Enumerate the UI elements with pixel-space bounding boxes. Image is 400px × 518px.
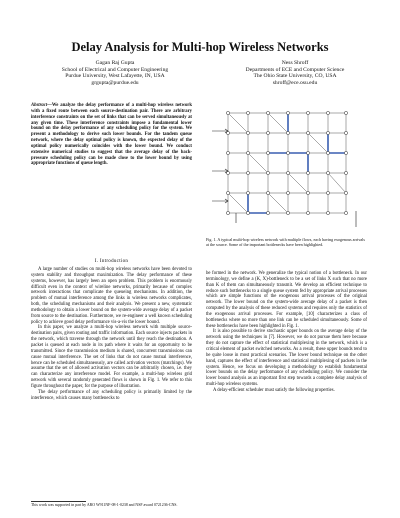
body-paragraph: The delay performance of any scheduling policy is primarily limited by the interference, which causes many bottlenecks to [31,389,192,401]
abstract-label: Abstract [31,103,48,108]
section-heading: I. Introduction [94,259,129,264]
paper-title: Delay Analysis for Multi-hop Wireless Networks [71,40,329,54]
body-paragraph: In this paper, we analyze a multi-hop wireless network with multiple source-destination pairs, given routing and traffic information. Each source injects packets in the network, which traverse through the network until they reach the destination. A packet is queued at each node in its path where it waits for an opportunity to be transmitted. Since the transmission medium is shared, concurrent transmissions can cause mutual interference. The set of links that do not cause mutual interference, hence can be scheduled simultaneously, are called activation vectors (matchings). We assume that the set of allowed activation vectors can be arbitrarily chosen, i.e. they can characterize any interference model. For example, a multi-hop wireless grid network with several randomly generated flows is shown in Fig. 1. We refer to this figure throughout the paper, for the purpose of illustration. [31,325,192,389]
grid-edges [228,113,346,213]
author-institution: The Ohio State University, CO, USA [253,73,337,80]
author-email: grgupta@purdue.edu [91,79,139,86]
author-email: shroff@ece.osu.edu [272,79,318,86]
body-paragraph: A delay-efficient scheduler must satisfy the following properties. [213,387,335,393]
author-block-1 [40,60,190,86]
author-name: Gagan Raj Gupta [95,60,135,66]
author-block-2 [220,60,370,86]
author-institution: Purdue University, West Lafayette, IN, USA [65,73,165,80]
bottleneck-highlights [248,113,346,213]
left-column-body [31,267,192,401]
author-name: Ness Shroff [281,60,309,66]
body-paragraph: A large number of studies on multi-hop wireless networks have been devoted to system stability and throughput maximization. The delay performance of these systems, however, has largely been an open problem. This problem is enormously difficult even in the context of wireline networks, primarily because of complex network interactions that complicate the queueing mechanisms. In addition, the problem of mutual interference among the links in wireless networks complicates, both, the scheduling mechanisms and their analysis. We present a new, systematic methodology to obtain a lower bound on the system-wide average delay of a packet from source to the destination. Furthermore, we re-engineer a well known scheduling policy to achieve good delay performance vis-a-vis the lower bound. [31,267,192,325]
body-paragraph: be formed in the network. We generalize the typical notion of a bottleneck. In our terminology, we define a (K, X)-bottleneck to be a set of links X such that no more than K of them can simultaneously transmit. We develop an efficient technique to reduce such bottlenecks to a single queue system fed by appropriate arrival processes which are simple functions of the exogenous arrival processes of the original network. The lower bound on the system-wide average delay of a packet is then computed by the analysis of these reduced systems and requires only the statistics of the exogenous arrival processes. For example, [10] characterizes a class of bottlenecks where no more than one link can be scheduled simultaneously. Some of these bottlenecks have been highlighted in Fig. 1. [206,271,367,329]
footnote-rule [31,501,86,502]
right-column-body [206,271,367,394]
figure-network-diagram [206,101,367,233]
author-affiliation: Departments of ECE and Computer Science [245,66,345,73]
figure-caption: Fig. 1. A typical multi-hop wireless network with multiple flows, each having exogenous arrivals at the source. Some of the important bottlenecks have been highlighted. [206,237,365,248]
body-paragraph: It is also possible to derive stochastic upper bounds on the average delay of the network using the techniques in [7]. However, we do not pursue them here because they do not capture the effect of statistical multiplexing in the network, which is a critical element of packet switched networks. As a result, these upper bounds tend to be quite loose in most practical scenarios. The lower bound technique on the other hand, captures the effect of interference and statistical multiplexing of packets in the system. Hence, we focus on developing a methodology to establish fundamental lower bounds on the delay performance of any scheduling policy. We consider the lower bound analysis as an important first step towards a complete delay analysis of multi-hop wireless systems. [206,329,367,388]
author-affiliation: School of Electrical and Computer Engineering [61,66,169,73]
flow-arrows [212,129,356,227]
abstract [31,103,192,167]
grid-nodes [226,111,347,214]
abstract-text: —We analyze the delay performance of a multi-hop wireless network with a fixed route between each source-destination pair. There are arbitrary interference constraints on the set of links that can be served simultaneously at any given time. These interference constraints impose a fundamental lower bound on the delay performance of any scheduling policy for the system. We present a methodology to derive such lower bounds. For the tandem queue network, where the delay optimal policy is known, the expected delay of the optimal policy numerically coincides with the lower bound. We conduct extensive numerical studies to suggest that the average delay of the back-pressure scheduling policy can be made close to the lower bound by using appropriate functions of queue length. [31,103,192,167]
network-grid-diagram [206,101,367,233]
footnote: This work was supported in part by ARO W911NF-08-1-0238 and NSF award 0721236-CNS. [31,503,178,507]
